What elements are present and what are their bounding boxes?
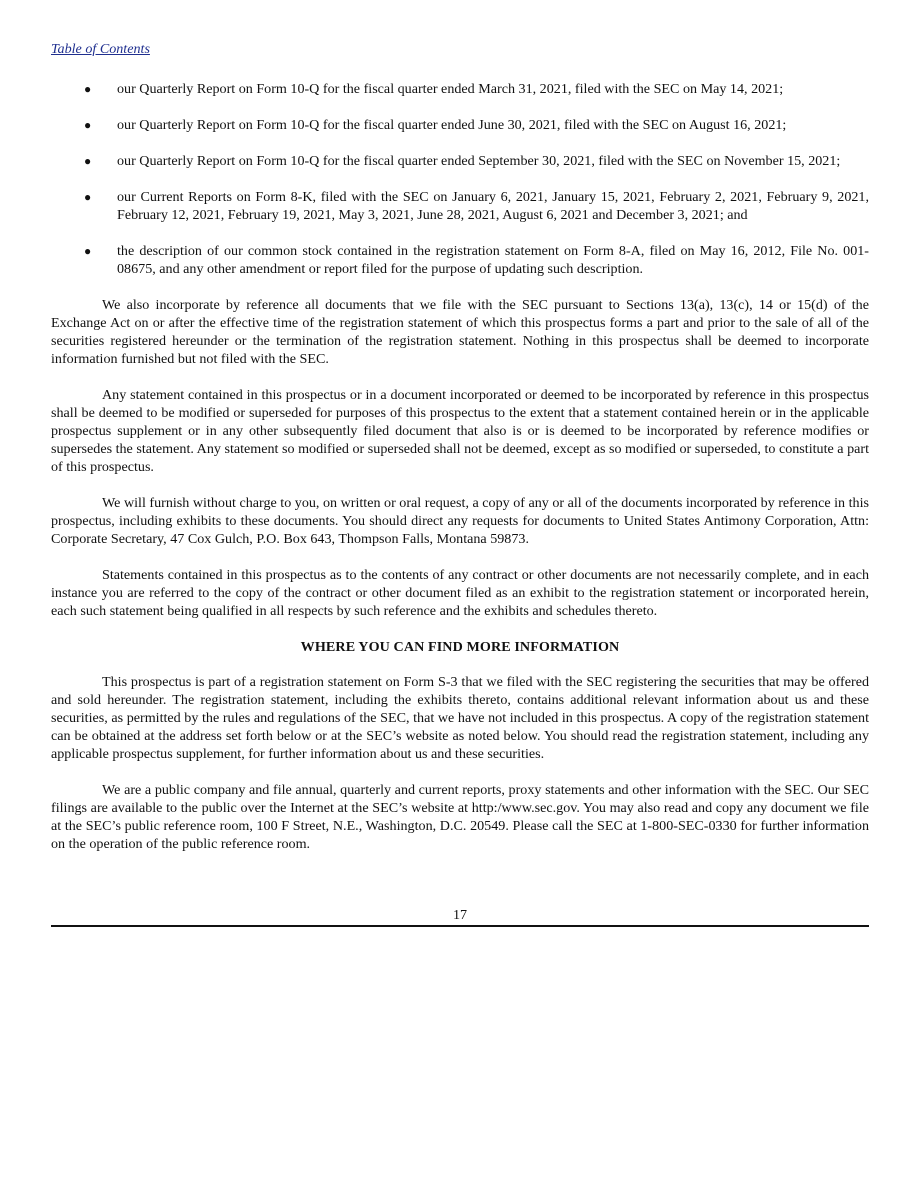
list-item-text: our Quarterly Report on Form 10-Q for the fiscal quarter ended March 31, 2021, filed with the SEC on May 14, 2021; xyxy=(117,81,784,97)
list-item xyxy=(51,116,869,134)
list-item-text: our Quarterly Report on Form 10-Q for the fiscal quarter ended June 30, 2021, filed with the SEC on August 16, 2021; xyxy=(117,117,787,133)
list-item-text: our Quarterly Report on Form 10-Q for the fiscal quarter ended September 30, 2021, filed with the SEC on November 15, 2021; xyxy=(117,153,841,169)
list-item-text: our Current Reports on Form 8-K, filed with the SEC on January 6, 2021, January 15, 2021, February 2, 2021, February 9, 2021, February 12, 2021, February 19, 2021, May 3, 2021, June 28, 2021, August 6, 2021 and December 3, 2021; and xyxy=(117,189,869,223)
list-item xyxy=(51,80,869,98)
list-item-text: the description of our common stock contained in the registration statement on Form 8-A, filed on May 16, 2012, File No. 001-08675, and any other amendment or report filed for the purpose of updating such description. xyxy=(117,243,869,277)
modification-paragraph: Any statement contained in this prospectus or in a document incorporated or deemed to be incorporated by reference in this prospectus shall be deemed to be modified or superseded for purposes of this prospectus to the extent that a statement contained herein or in the applicable prospectus supplement or in any other subsequently filed document that also is or is deemed to be incorporated by reference modifies or supersedes the statement. Any statement so modified or superseded shall not be deemed, except as so modified or superseded, to constitute a part of this prospectus. xyxy=(51,387,869,475)
incorporation-paragraph: We also incorporate by reference all documents that we file with the SEC pursuant to Sections 13(a), 13(c), 14 or 15(d) of the Exchange Act on or after the effective time of the registration statement of which this prospectus forms a part and prior to the sale of all of the securities registered hereunder or the termination of the registration statement. Nothing in this prospectus shall be deemed to incorporate information furnished but not filed with the SEC. xyxy=(51,297,869,367)
list-item xyxy=(51,152,869,170)
registration-statement-paragraph: This prospectus is part of a registration statement on Form S-3 that we filed with the SEC registering the securities that may be offered and sold hereunder. The registration statement, including the exhibits thereto, contains additional relevant information about us and these securities, as permitted by the rules and regulations of the SEC, that we have not included in this prospectus. A copy of the registration statement can be obtained at the address set forth below or at the SEC’s website as noted below. You should read the registration statement, including any applicable prospectus supplement, for further information about us and these securities. xyxy=(51,674,869,762)
page-number: 17 xyxy=(452,907,468,923)
bullet-icon: ● xyxy=(84,118,92,132)
table-of-contents-link[interactable]: Table of Contents xyxy=(51,41,150,57)
bullet-icon: ● xyxy=(84,154,92,168)
bullet-icon: ● xyxy=(84,244,92,258)
bullet-icon: ● xyxy=(84,82,92,96)
bullet-icon: ● xyxy=(84,190,92,204)
statements-paragraph: Statements contained in this prospectus as to the contents of any contract or other documents are not necessarily complete, and in each instance you are referred to the copy of the contract or other document filed as an exhibit to the registration statement or incorporated herein, each such statement being qualified in all respects by such reference and the exhibits and schedules thereto. xyxy=(51,567,869,619)
section-heading: WHERE YOU CAN FIND MORE INFORMATION xyxy=(300,639,620,655)
list-item xyxy=(51,188,869,224)
document-page xyxy=(51,40,869,871)
page-footer xyxy=(51,907,869,927)
furnish-documents-paragraph: We will furnish without charge to you, on written or oral request, a copy of any or all of the documents incorporated by reference in this prospectus, including exhibits to these documents. You should direct any requests for documents to United States Antimony Corporation, Attn: Corporate Secretary, 47 Cox Gulch, P.O. Box 643, Thompson Falls, Montana 59873. xyxy=(51,495,869,547)
sec-filings-paragraph: We are a public company and file annual, quarterly and current reports, proxy statements and other information with the SEC. Our SEC filings are available to the public over the Internet at the SEC’s website at http:/www.sec.gov. You may also read and copy any document we file at the SEC’s public reference room, 100 F Street, N.E., Washington, D.C. 20549. Please call the SEC at 1-800-SEC-0330 for further information on the operation of the public reference room. xyxy=(51,782,869,852)
list-item xyxy=(51,242,869,278)
footer-divider xyxy=(51,925,869,927)
incorporated-documents-list xyxy=(51,80,869,278)
